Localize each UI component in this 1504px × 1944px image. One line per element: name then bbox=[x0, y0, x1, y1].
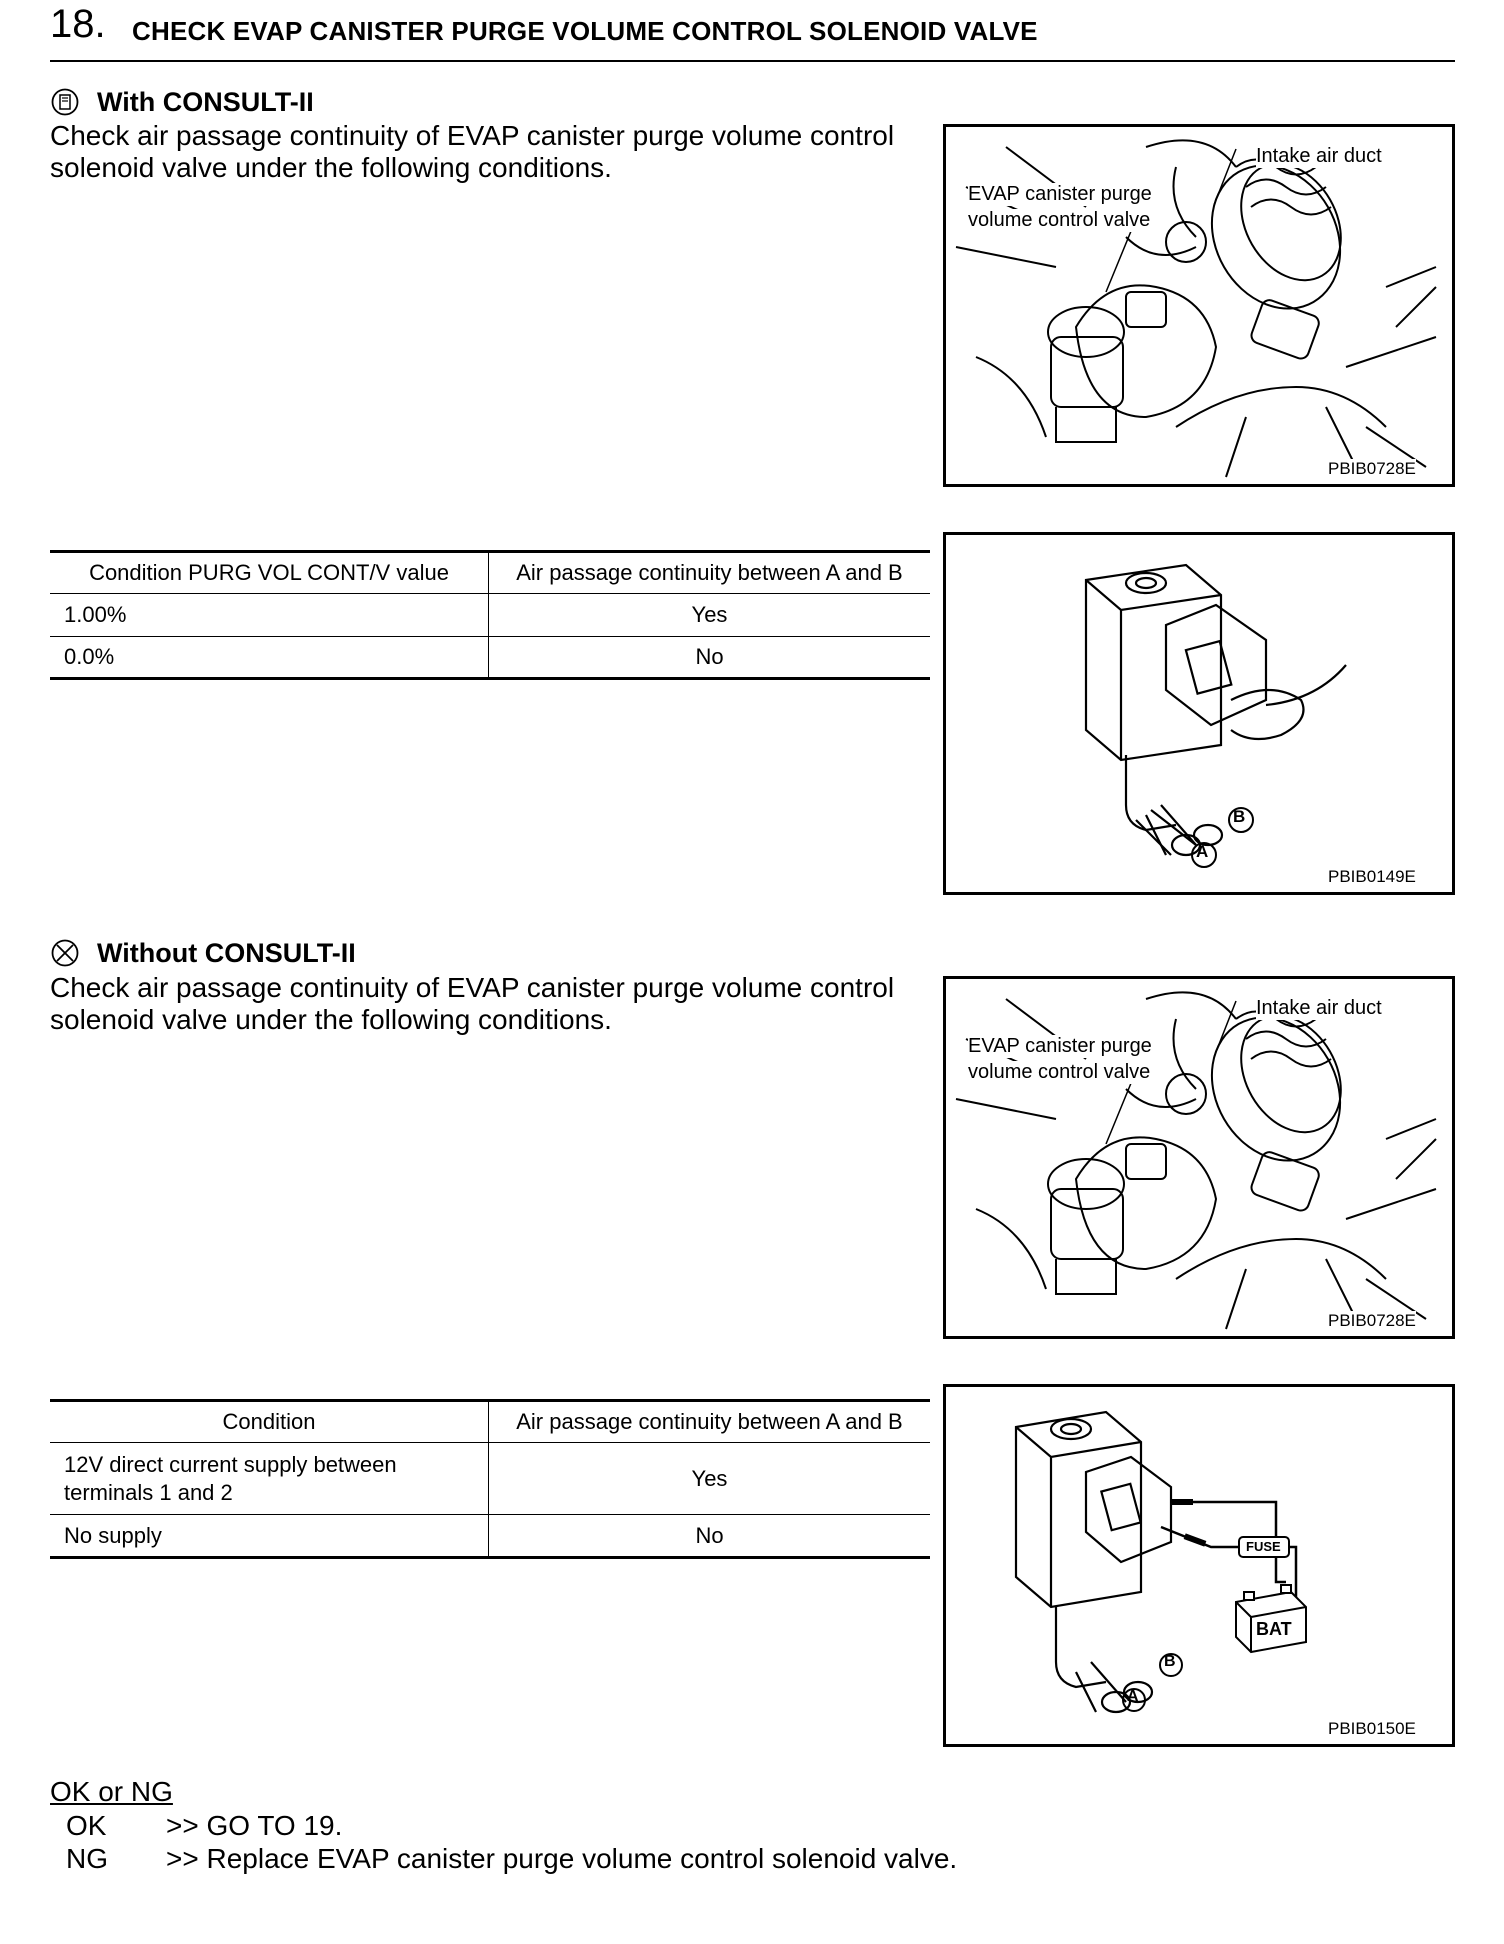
ng-action: >> Replace EVAP canister purge volume control solenoid valve. bbox=[166, 1843, 958, 1874]
result-heading: OK or NG bbox=[50, 1776, 173, 1807]
without-consult-text-2: solenoid valve under the following conditions. bbox=[50, 1004, 612, 1035]
table-header-condition: Condition PURG VOL CONT/V value bbox=[50, 552, 489, 594]
with-consult-text-1: Check air passage continuity of EVAP canister purge volume control bbox=[50, 120, 895, 151]
table-cell-line: 12V direct current supply between bbox=[64, 1451, 397, 1477]
label-intake-air-duct: Intake air duct bbox=[1256, 997, 1382, 1019]
table-cell bbox=[50, 1443, 489, 1515]
label-intake-air-duct: Intake air duct bbox=[1256, 145, 1382, 167]
label-evap-valve-2: volume control valve bbox=[968, 1061, 1151, 1083]
with-consult-heading: With CONSULT-II bbox=[97, 87, 314, 117]
table-cell: No bbox=[489, 637, 931, 679]
figure-code: PBIB0150E bbox=[1328, 1719, 1416, 1738]
with-consult-text-2: solenoid valve under the following conditions. bbox=[50, 152, 612, 183]
port-a-label: A bbox=[1196, 842, 1209, 861]
figure-code: PBIB0149E bbox=[1328, 867, 1416, 886]
fuse-label: FUSE bbox=[1246, 1539, 1281, 1554]
table-cell-line: terminals 1 and 2 bbox=[64, 1479, 233, 1505]
table-header-continuity: Air passage continuity between A and B bbox=[489, 552, 931, 594]
header-rule bbox=[50, 60, 1455, 62]
no-consult-spec-table bbox=[50, 1399, 930, 1559]
table-cell: Yes bbox=[489, 1443, 931, 1515]
port-b-label: B bbox=[1233, 807, 1246, 826]
engine-bay-figure bbox=[943, 976, 1455, 1339]
port-a-label: A bbox=[1127, 1688, 1139, 1705]
no-consult-icon bbox=[50, 938, 80, 973]
table-header-condition: Condition bbox=[50, 1401, 489, 1443]
port-b-label: B bbox=[1164, 1653, 1176, 1670]
engine-bay-figure bbox=[943, 124, 1455, 487]
solenoid-valve-figure bbox=[943, 532, 1455, 895]
label-evap-valve-1: EVAP canister purge bbox=[968, 183, 1152, 205]
table-cell: No bbox=[489, 1515, 931, 1558]
step-number: 18. bbox=[50, 2, 106, 46]
battery-label: BAT bbox=[1256, 1619, 1292, 1639]
table-cell: No supply bbox=[50, 1515, 489, 1558]
table-header-continuity: Air passage continuity between A and B bbox=[489, 1401, 931, 1443]
figure-code: PBIB0728E bbox=[1328, 459, 1416, 478]
ok-action: >> GO TO 19. bbox=[166, 1810, 343, 1841]
label-evap-valve-1: EVAP canister purge bbox=[968, 1035, 1152, 1057]
table-cell: Yes bbox=[489, 594, 931, 637]
table-cell: 1.00% bbox=[50, 594, 489, 637]
step-title: CHECK EVAP CANISTER PURGE VOLUME CONTROL SOLENOID VALVE bbox=[132, 16, 1038, 46]
label-evap-valve-2: volume control valve bbox=[968, 209, 1151, 231]
ng-label: NG bbox=[66, 1843, 108, 1874]
consult-spec-table bbox=[50, 550, 930, 680]
table-cell: 0.0% bbox=[50, 637, 489, 679]
consult-icon bbox=[50, 87, 80, 122]
figure-code: PBIB0728E bbox=[1328, 1311, 1416, 1330]
without-consult-heading: Without CONSULT-II bbox=[97, 938, 356, 968]
without-consult-text-1: Check air passage continuity of EVAP canister purge volume control bbox=[50, 972, 895, 1003]
solenoid-valve-battery-figure bbox=[943, 1384, 1455, 1747]
ok-label: OK bbox=[66, 1810, 107, 1841]
